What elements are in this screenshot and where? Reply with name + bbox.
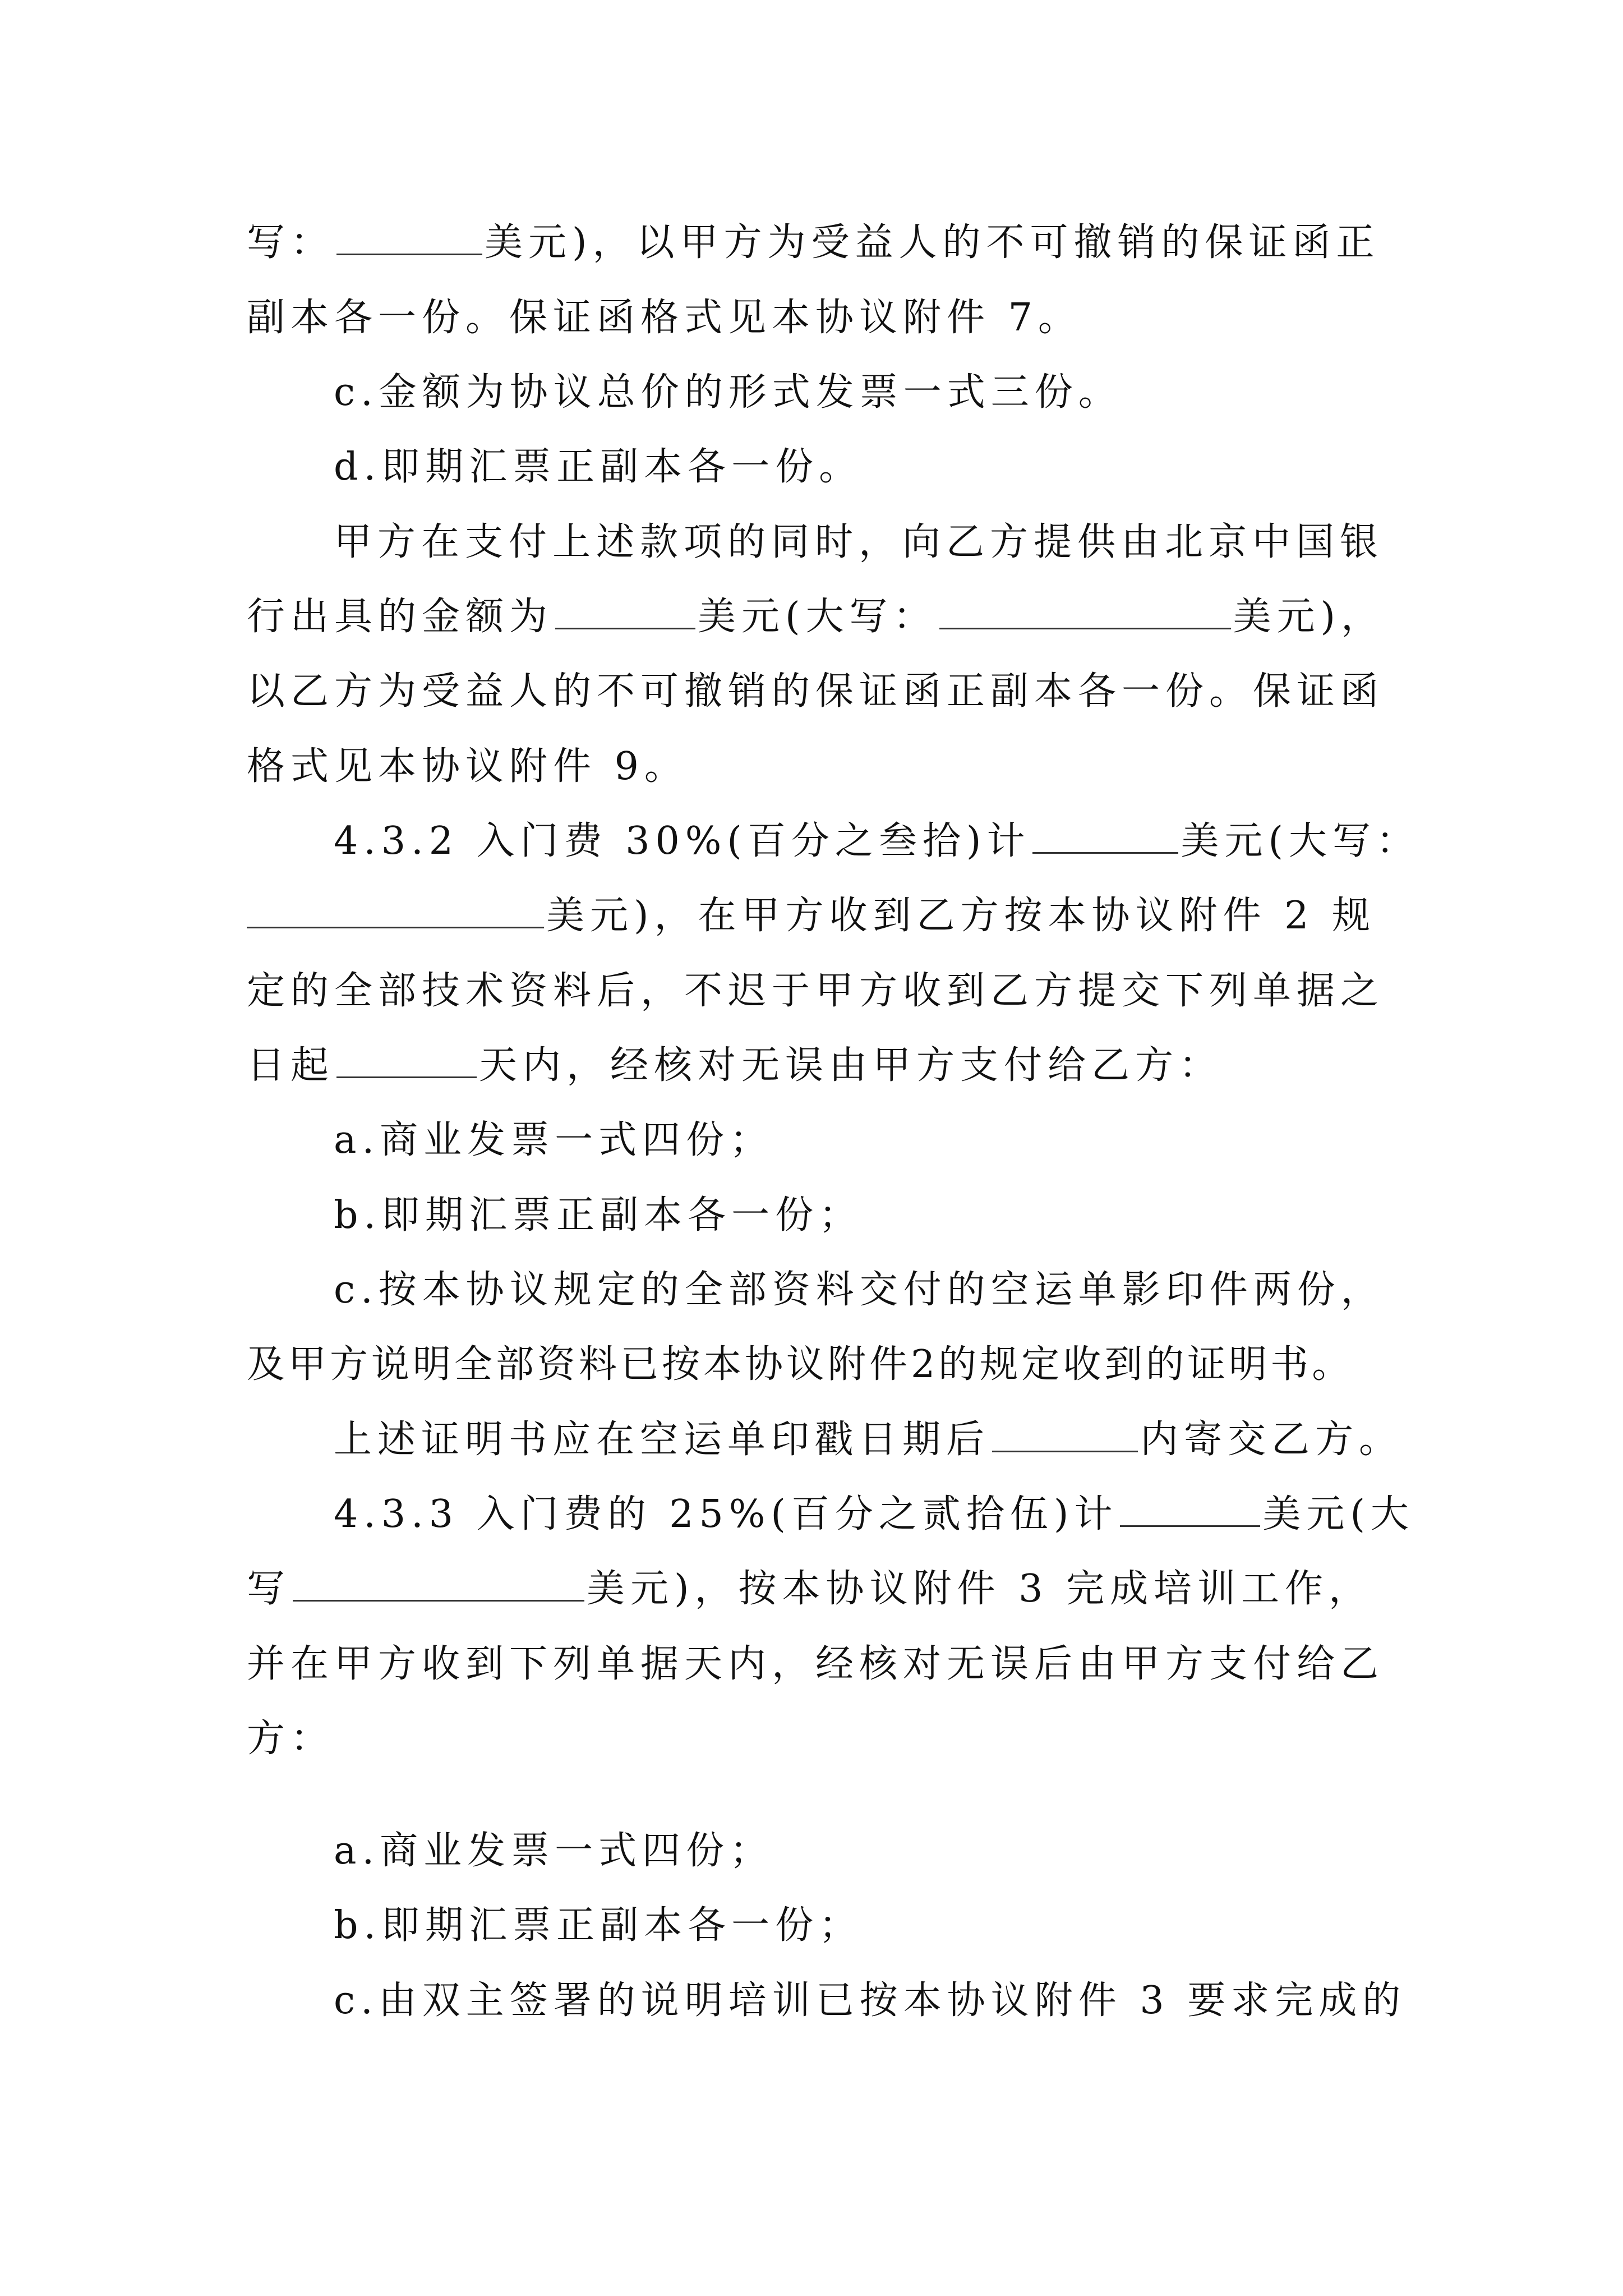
text-line: a.商业发票一式四份； bbox=[334, 1118, 774, 1162]
text-line bbox=[247, 885, 1376, 947]
text-segment: 行出具的金额为 bbox=[247, 595, 554, 639]
text-line: 以乙方为受益人的不可撤销的保证函正副本各一份。保证函 bbox=[247, 669, 1385, 714]
fill-in-blank bbox=[1032, 818, 1178, 854]
text-line: c.由双主签署的说明培训已按本协议附件 3 要求完成的 bbox=[334, 1978, 1407, 2023]
text-line: b.即期汇票正副本各一份； bbox=[334, 1903, 863, 1948]
text-segment: 美元(大 bbox=[1262, 1492, 1414, 1536]
fill-in-blank bbox=[555, 594, 695, 629]
text-segment: 上述证明书应在空运单印戳日期后 bbox=[334, 1418, 990, 1462]
text-segment: 美元)，在甲方收到乙方按本协议附件 2 规 bbox=[546, 894, 1376, 938]
text-line: 格式见本协议附件 9。 bbox=[247, 744, 688, 789]
text-segment: 4.3.2 入门费 30%(百分之叁拾)计 bbox=[334, 819, 1031, 863]
text-line: 方： bbox=[247, 1717, 335, 1761]
text-line bbox=[247, 1035, 1223, 1097]
text-line bbox=[247, 212, 1380, 274]
text-segment: 写： bbox=[247, 220, 335, 265]
text-segment: 美元)，按本协议附件 3 完成培训工作， bbox=[587, 1567, 1373, 1611]
text-line: a.商业发票一式四份； bbox=[334, 1829, 774, 1873]
text-segment: 美元(大写： bbox=[1181, 819, 1420, 863]
fill-in-blank bbox=[293, 1566, 584, 1602]
text-segment: 内寄交乙方。 bbox=[1140, 1418, 1403, 1462]
fill-in-blank bbox=[1120, 1492, 1260, 1527]
text-line: 并在甲方收到下列单据天内，经核对无误后由甲方支付给乙 bbox=[247, 1642, 1385, 1686]
text-segment: 美元(大写： bbox=[698, 595, 937, 639]
text-line bbox=[334, 811, 1420, 872]
fill-in-blank bbox=[247, 893, 544, 928]
text-segment: 日起 bbox=[247, 1043, 335, 1088]
text-line: 及甲方说明全部资料已按本协议附件2的规定收到的证明书。 bbox=[247, 1342, 1354, 1387]
text-line: 甲方在支付上述款项的同时，向乙方提供由北京中国银 bbox=[334, 520, 1384, 564]
text-line bbox=[334, 1484, 1414, 1545]
fill-in-blank bbox=[336, 1043, 477, 1078]
text-line bbox=[247, 1558, 1372, 1620]
text-line: c.金额为协议总价的形式发票一式三份。 bbox=[334, 370, 1122, 415]
fill-in-blank bbox=[992, 1417, 1138, 1452]
text-segment: 美元)，以甲方为受益人的不可撤销的保证函正 bbox=[485, 220, 1380, 265]
text-line bbox=[334, 1409, 1403, 1471]
text-line: d.即期汇票正副本各一份。 bbox=[334, 445, 863, 489]
text-segment: 天内，经核对无误由甲方支付给乙方： bbox=[479, 1043, 1223, 1088]
text-segment: 美元)， bbox=[1233, 595, 1385, 639]
text-line: 定的全部技术资料后，不迟于甲方收到乙方提交下列单据之 bbox=[247, 969, 1385, 1013]
text-line: c.按本协议规定的全部资料交付的空运单影印件两份， bbox=[334, 1268, 1385, 1312]
fill-in-blank bbox=[939, 594, 1231, 629]
fill-in-blank bbox=[336, 220, 482, 255]
text-line: 副本各一份。保证函格式见本协议附件 7。 bbox=[247, 296, 1082, 340]
text-segment: 4.3.3 入门费的 25%(百分之贰拾伍)计 bbox=[334, 1492, 1118, 1536]
text-segment: 写 bbox=[247, 1567, 291, 1611]
text-line: b.即期汇票正副本各一份； bbox=[334, 1193, 863, 1237]
text-line bbox=[247, 586, 1385, 648]
